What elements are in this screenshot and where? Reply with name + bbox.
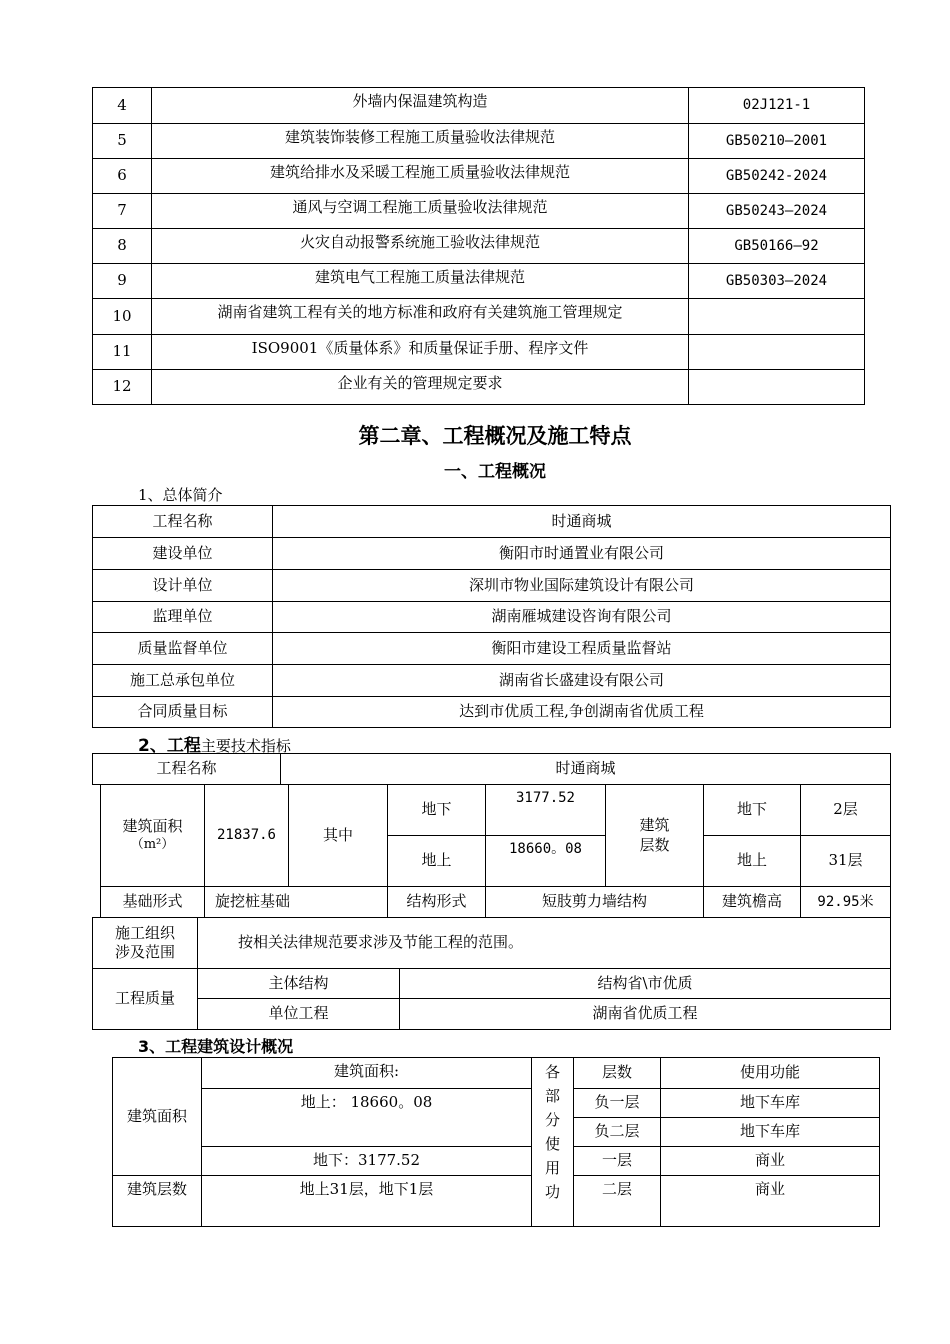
- scope-label-1: 施工组织: [114, 923, 175, 942]
- table-row: [93, 633, 891, 665]
- row-number: 4: [93, 88, 152, 124]
- standard-name: 火灾自动报警系统施工验收法律规范: [152, 229, 689, 264]
- overview-value: 衡阳市建设工程质量监督站: [273, 633, 891, 665]
- table-row: [93, 506, 891, 538]
- overview-value: 达到市优质工程,争创湖南省优质工程: [273, 697, 891, 728]
- standard-name: 湖南省建筑工程有关的地方标准和政府有关建筑施工管理规定: [152, 299, 689, 335]
- overview-label: 工程名称: [93, 506, 273, 538]
- foundation-label: 基础形式: [101, 887, 205, 918]
- overview-heading: 1、总体简介: [138, 486, 223, 504]
- overview-value: 深圳市物业国际建筑设计有限公司: [273, 570, 891, 602]
- standard-code: GB50243—2024: [689, 194, 865, 229]
- use-floor: 负二层: [574, 1118, 661, 1147]
- row-number: 6: [93, 159, 152, 194]
- underground-area: 3177.52: [486, 785, 606, 836]
- overview-value: 时通商城: [273, 506, 891, 538]
- tech-quality-table: [92, 917, 891, 1030]
- standard-code: 02J121-1: [689, 88, 865, 124]
- tech-name-value: 时通商城: [281, 754, 891, 785]
- floors-label-2: 层数: [639, 835, 670, 854]
- standard-name: 外墙内保温建筑构造: [152, 88, 689, 124]
- standard-name: ISO9001《质量体系》和质量保证手册、程序文件: [152, 335, 689, 370]
- standard-code: GB50242-2024: [689, 159, 865, 194]
- design-heading: 3、工程建筑设计概况: [138, 1037, 294, 1056]
- design-below: 地下：3177.52: [202, 1147, 532, 1176]
- table-row: [93, 264, 865, 299]
- table-row: [93, 194, 865, 229]
- floors-label-1: 建筑: [639, 816, 670, 834]
- standard-code: GB50166—92: [689, 229, 865, 264]
- design-area-label: 建筑面积: [113, 1058, 202, 1176]
- row-number: 8: [93, 229, 152, 264]
- table-row: [93, 570, 891, 602]
- table-row: [93, 370, 865, 405]
- use-floor: 二层: [574, 1176, 661, 1227]
- tech-name-table: [92, 753, 891, 785]
- table-row: [93, 602, 891, 633]
- main-structure-label: 主体结构: [198, 969, 400, 999]
- col-floor-header: 层数: [574, 1058, 661, 1089]
- row-number: 12: [93, 370, 152, 405]
- unit-project-value: 湖南省优质工程: [400, 999, 891, 1030]
- standard-code: [689, 370, 865, 405]
- tech-heading-rest: 主要技术指标: [200, 737, 291, 755]
- eave-value: 92.95米: [801, 887, 891, 918]
- row-number: 9: [93, 264, 152, 299]
- area-label: 建筑面积: [122, 817, 183, 836]
- tech-name-label: 工程名称: [93, 754, 281, 785]
- overview-table: [92, 505, 891, 728]
- overview-label: 施工总承包单位: [93, 665, 273, 697]
- tech-heading-bold: 2、工程: [138, 736, 201, 756]
- use-char: 各: [544, 1063, 560, 1081]
- use-char: 分: [544, 1111, 560, 1129]
- standard-name: 通风与空调工程施工质量验收法律规范: [152, 194, 689, 229]
- use-char: 功: [544, 1183, 560, 1201]
- overview-label: 建设单位: [93, 538, 273, 570]
- use-function: 地下车库: [661, 1118, 880, 1147]
- eave-label: 建筑檐高: [704, 887, 801, 918]
- overview-label: 监理单位: [93, 602, 273, 633]
- use-function-vertical: [532, 1058, 574, 1227]
- overview-value: 湖南省长盛建设有限公司: [273, 665, 891, 697]
- standard-name: 建筑装饰装修工程施工质量验收法律规范: [152, 124, 689, 159]
- structure-value: 短肢剪力墙结构: [486, 887, 704, 918]
- standard-name: 企业有关的管理规定要求: [152, 370, 689, 405]
- overview-label: 质量监督单位: [93, 633, 273, 665]
- row-number: 7: [93, 194, 152, 229]
- chapter-title: 第二章、工程概况及施工特点: [358, 424, 632, 448]
- overview-label: 合同质量目标: [93, 697, 273, 728]
- main-structure-value: 结构省\市优质: [400, 969, 891, 999]
- col-use-header: 使用功能: [661, 1058, 880, 1089]
- standard-code: [689, 299, 865, 335]
- use-function: 商业: [661, 1176, 880, 1227]
- unit-project-label: 单位工程: [198, 999, 400, 1030]
- use-floor: 一层: [574, 1147, 661, 1176]
- area-value: 21837.6: [205, 785, 289, 887]
- design-floors-label: 建筑层数: [113, 1176, 202, 1227]
- area-label-cell: [101, 785, 205, 887]
- among-label: 其中: [289, 785, 388, 887]
- row-number: 10: [93, 299, 152, 335]
- table-row: [93, 538, 891, 570]
- floors-above-label: 地上: [704, 836, 801, 887]
- overview-label: 设计单位: [93, 570, 273, 602]
- standard-code: GB50303—2024: [689, 264, 865, 299]
- use-char: 使: [544, 1135, 560, 1153]
- foundation-value: 旋挖桩基础: [205, 887, 388, 918]
- overview-value: 衡阳市时通置业有限公司: [273, 538, 891, 570]
- row-number: 5: [93, 124, 152, 159]
- table-row: [93, 299, 865, 335]
- design-floors-value: 地上31层，地下1层: [202, 1176, 532, 1227]
- design-above: 地上： 18660。08: [202, 1089, 532, 1147]
- table-row: [93, 159, 865, 194]
- scope-label-cell: [93, 918, 198, 969]
- tech-area-table: [100, 784, 891, 918]
- aboveground-label: 地上: [388, 836, 486, 887]
- floors-under-label: 地下: [704, 785, 801, 836]
- table-row: [93, 124, 865, 159]
- table-row: [93, 665, 891, 697]
- standards-table: [92, 87, 865, 405]
- standard-name: 建筑给排水及采暖工程施工质量验收法律规范: [152, 159, 689, 194]
- table-row: [93, 88, 865, 124]
- overview-value: 湖南雁城建设咨询有限公司: [273, 602, 891, 633]
- section-title: 一、工程概况: [444, 462, 546, 482]
- quality-label: 工程质量: [93, 969, 198, 1030]
- use-function: 地下车库: [661, 1089, 880, 1118]
- use-floor: 负一层: [574, 1089, 661, 1118]
- use-function: 商业: [661, 1147, 880, 1176]
- area-unit: （m²）: [130, 836, 175, 852]
- row-number: 11: [93, 335, 152, 370]
- use-char: 部: [544, 1087, 560, 1105]
- scope-label-2: 涉及范围: [114, 943, 175, 961]
- design-area-title: 建筑面积:: [202, 1058, 532, 1089]
- structure-label: 结构形式: [388, 887, 486, 918]
- scope-value: 按相关法律规范要求涉及节能工程的范围。: [198, 918, 891, 969]
- table-row: [93, 335, 865, 370]
- aboveground-area: 18660。08: [486, 836, 606, 887]
- floors-label-cell: [606, 785, 704, 887]
- floors-under-value: 2层: [801, 785, 891, 836]
- design-table: [112, 1057, 880, 1227]
- table-row: [93, 229, 865, 264]
- standard-name: 建筑电气工程施工质量法律规范: [152, 264, 689, 299]
- table-row: [93, 697, 891, 728]
- standard-code: GB50210—2001: [689, 124, 865, 159]
- floors-above-value: 31层: [801, 836, 891, 887]
- use-char: 用: [544, 1159, 560, 1177]
- standard-code: [689, 335, 865, 370]
- underground-label: 地下: [388, 785, 486, 836]
